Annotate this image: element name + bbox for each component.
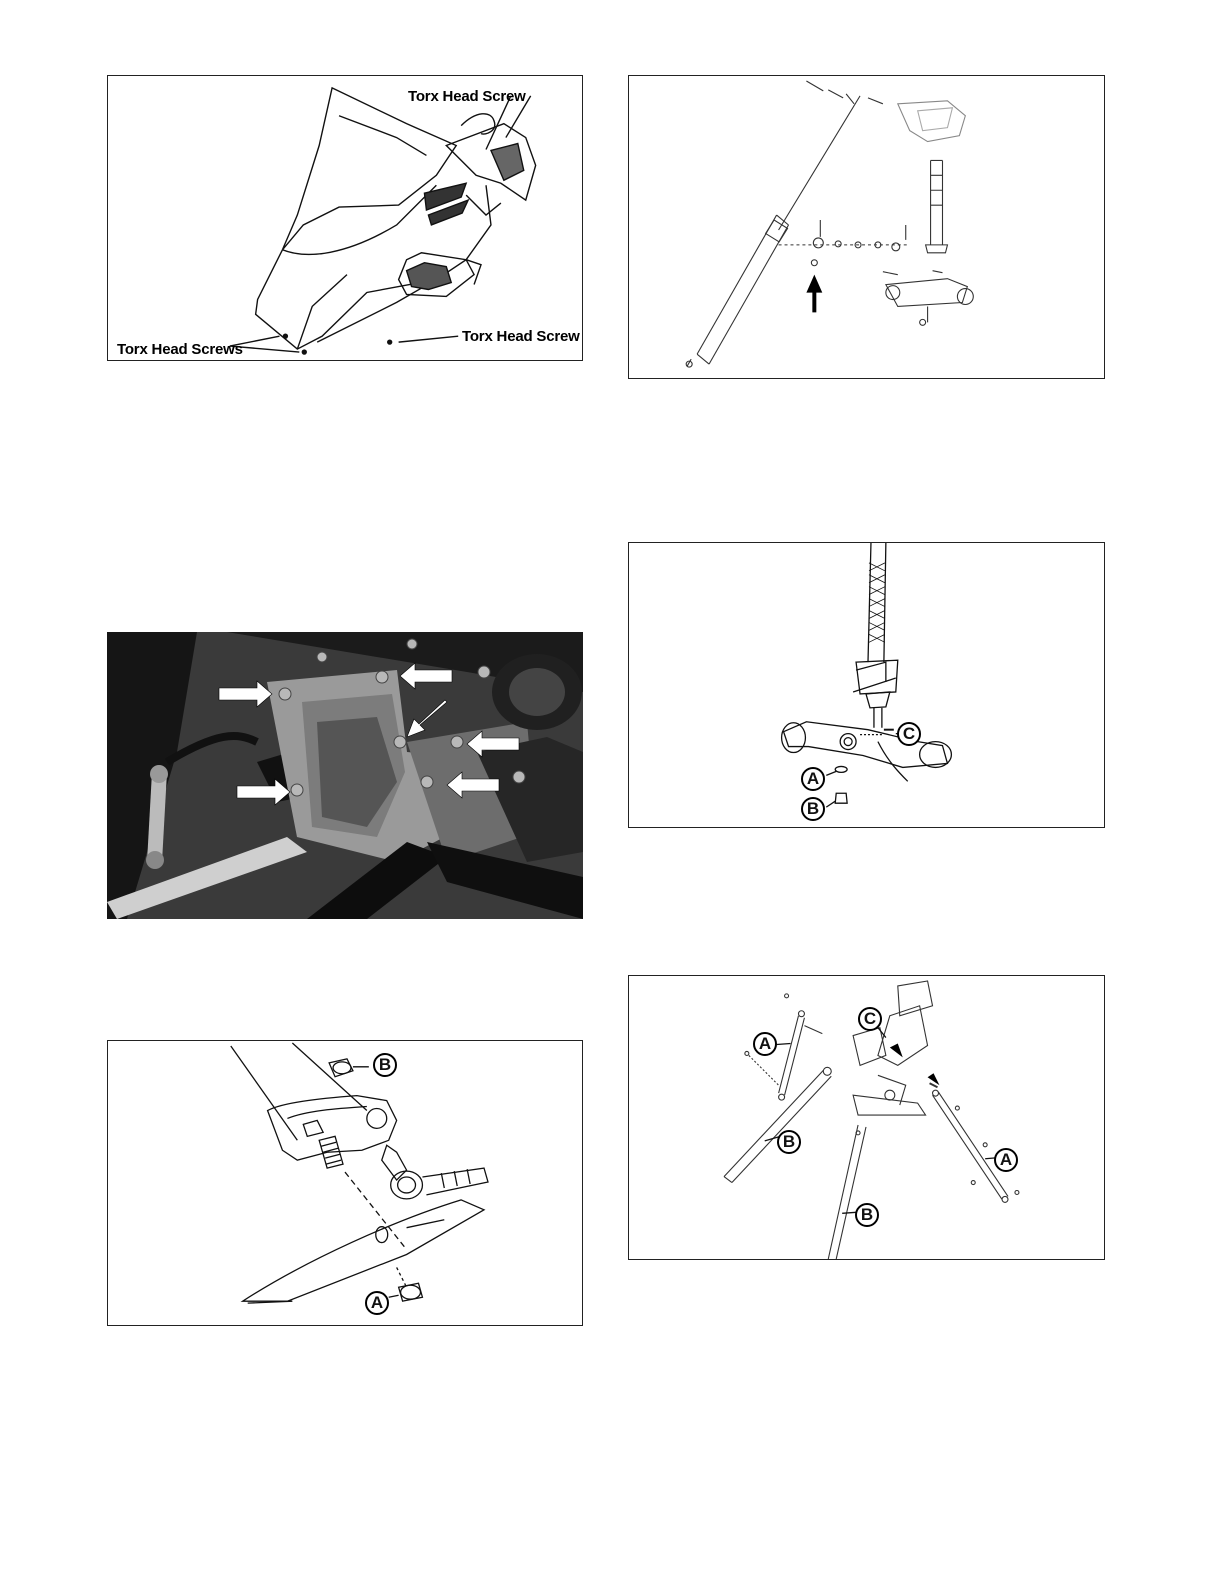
steering-exploded-figure <box>628 75 1105 379</box>
callout-a-left: A <box>753 1032 777 1056</box>
bracket-photo-drawing <box>107 632 583 919</box>
label-torx-head-screw-top: Torx Head Screw <box>408 88 526 105</box>
callout-b-bottom: B <box>855 1203 879 1227</box>
tie-rod-figure <box>107 1040 583 1326</box>
callout-b: B <box>373 1053 397 1077</box>
label-torx-head-screws-left: Torx Head Screws <box>117 341 243 358</box>
callout-c: C <box>897 722 921 746</box>
steering-exploded-drawing <box>629 76 1104 378</box>
callout-a: A <box>801 767 825 791</box>
label-torx-head-screw-right: Torx Head Screw <box>462 328 580 345</box>
hood-drawing <box>108 76 582 360</box>
callout-a-right: A <box>994 1148 1018 1172</box>
hood-figure <box>107 75 583 361</box>
callout-c: C <box>858 1007 882 1031</box>
bracket-photo <box>107 632 583 919</box>
callout-a: A <box>365 1291 389 1315</box>
steering-linkage-figure <box>628 975 1105 1260</box>
column-arm-figure <box>628 542 1105 828</box>
column-arm-drawing <box>629 543 1104 827</box>
tie-rod-drawing <box>108 1041 582 1325</box>
callout-b: B <box>801 797 825 821</box>
callout-b-left: B <box>777 1130 801 1154</box>
